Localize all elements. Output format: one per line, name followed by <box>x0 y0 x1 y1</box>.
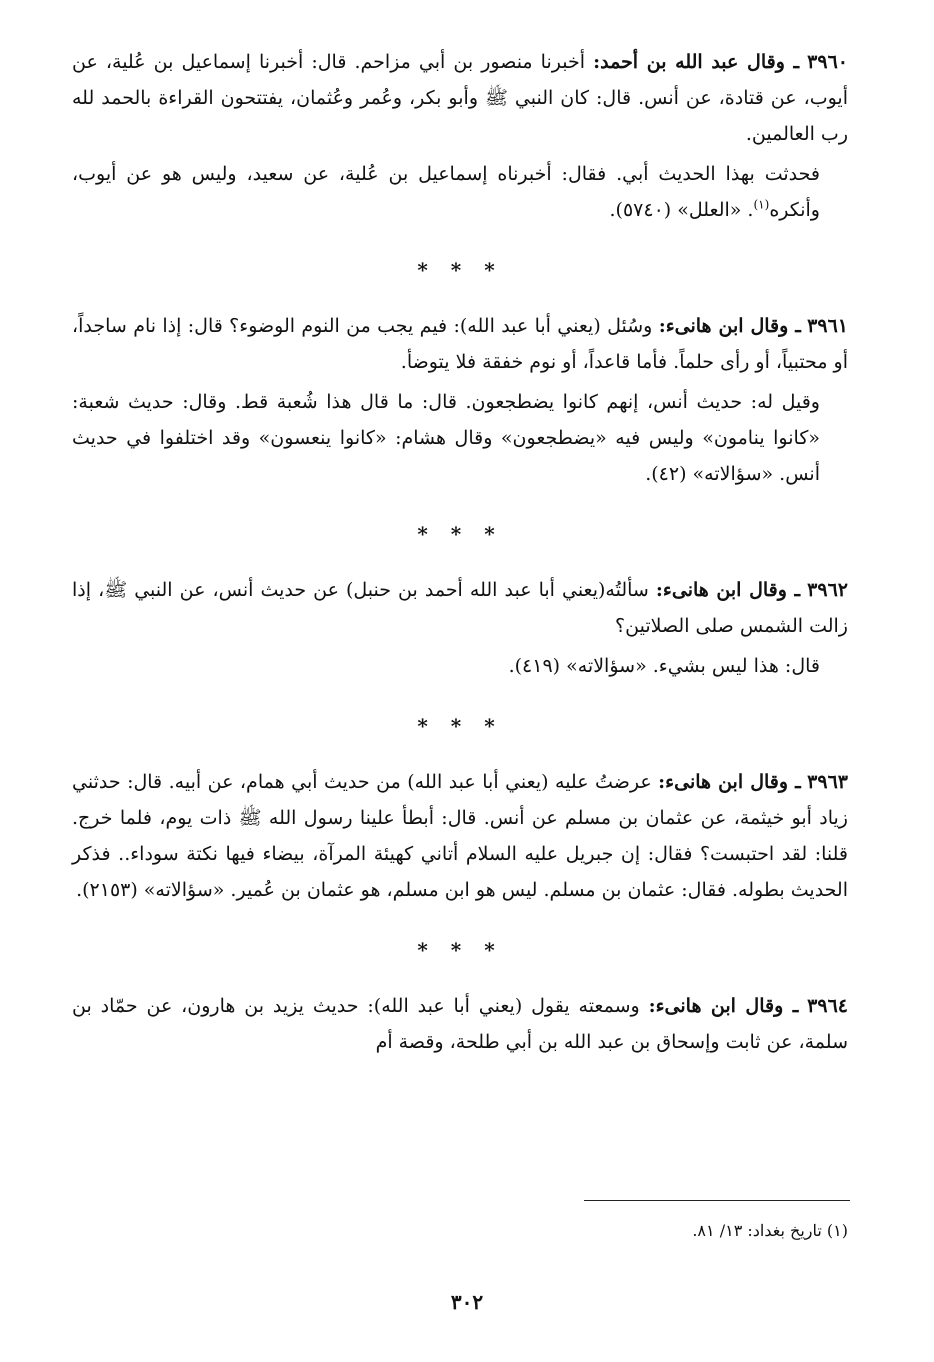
entry-heading: ـ وقال ابن هانىء: <box>655 579 801 601</box>
page-number: ٣٠٢ <box>450 1290 484 1314</box>
entry-3962 <box>72 572 848 684</box>
entry-number: ٣٩٦٠ <box>807 51 848 73</box>
entry-comment: قال: هذا ليس بشيء. «سؤالاته» (٤١٩). <box>508 655 820 677</box>
entry-text <box>72 988 848 1060</box>
entry-text <box>72 572 848 644</box>
entry-number: ٣٩٦١ <box>807 315 848 337</box>
entry-3963 <box>72 764 848 908</box>
footnote-reference[interactable]: (١) <box>753 197 770 212</box>
entry-heading: ـ وقال ابن هانىء: <box>658 315 801 337</box>
entry-heading: ـ وقال ابن هانىء: <box>648 995 799 1017</box>
entry-heading: ـ وقال ابن هانىء: <box>658 771 801 793</box>
entry-body: سألتُه(يعني أبا عبد الله أحمد بن حنبل) عن حديث أنس، عن النبي ﷺ، إذا زالت الشمس صلى الصلاتين؟ <box>72 579 848 637</box>
entry-3964 <box>72 988 848 1060</box>
footnote: (١) تاريخ بغداد: ١٣/ ٨١. <box>692 1221 848 1240</box>
entry-number: ٣٩٦٢ <box>807 579 848 601</box>
section-separator: * * * <box>417 938 503 962</box>
entry-number: ٣٩٦٤ <box>807 995 848 1017</box>
comment-text: فحدثت بهذا الحديث أبي. فقال: أخبرناه إسماعيل بن عُلية، عن سعيد، وليس هو عن أيوب، وأنكره <box>72 163 820 221</box>
entry-text <box>72 764 848 908</box>
entry-comment <box>72 156 848 228</box>
section-separator: * * * <box>417 258 503 282</box>
entry-3960 <box>72 44 848 228</box>
entry-body: عرضتُ عليه (يعني أبا عبد الله) من حديث أبي همام، عن أبيه. قال: حدثني زياد أبو خيثمة، عن عثمان بن مسلم عن أنس. قال: أبطأ علينا رسول الله ﷺ ذات يوم، فلما خرج. قلنا: لقد احتبست؟ فقال: إن جبريل عليه السلام أتاني كهيئة المرآة، بيضاء فيها نكتة سوداء.. فذكر الحديث بطوله. فقال: عثمان بن مسلم. ليس هو ابن مسلم، هو عثمان بن عُمير. «سؤالاته» (٢١٥٣). <box>72 771 848 901</box>
entry-body: وسمعته يقول (يعني أبا عبد الله): حديث يزيد بن هارون، عن حمّاد بن سلمة، عن ثابت وإسحاق بن عبد الله بن أبي طلحة، وقصة أم <box>72 995 848 1053</box>
footnote-divider <box>584 1200 850 1201</box>
comment-source: . «العلل» (٥٧٤٠). <box>609 199 754 221</box>
section-separator: * * * <box>417 522 503 546</box>
entry-heading: ـ وقال عبد الله بن أحمد: <box>593 51 800 73</box>
entry-body: أخبرنا منصور بن أبي مزاحم. قال: أخبرنا إسماعيل بن عُلية، عن أيوب، عن قتادة، عن أنس. قال: كان النبي ﷺ وأبو بكر، وعُمر وعُثمان، يفتتحون القراءة بالحمد لله رب العالمين. <box>72 51 848 145</box>
section-separator: * * * <box>417 714 503 738</box>
entry-text <box>72 44 848 152</box>
entry-number: ٣٩٦٣ <box>807 771 848 793</box>
entry-body: وسُئل (يعني أبا عبد الله): فيم يجب من النوم الوضوء؟ قال: إذا نام ساجداً، أو محتبياً، أو رأى حلماً. فأما قاعداً، أو نوم خفقة فلا يتوضأ. <box>72 315 848 373</box>
entry-text <box>72 308 848 380</box>
entry-3961 <box>72 308 848 492</box>
entry-comment: وقيل له: حديث أنس، إنهم كانوا يضطجعون. قال: ما قال هذا شُعبة قط. وقال: حديث شعبة: «كانوا ينامون» وليس فيه «يضطجعون» وقال هشام: «كانوا ينعسون» وقد اختلفوا في حديث أنس. «سؤالاته» (٤٢). <box>72 391 820 485</box>
